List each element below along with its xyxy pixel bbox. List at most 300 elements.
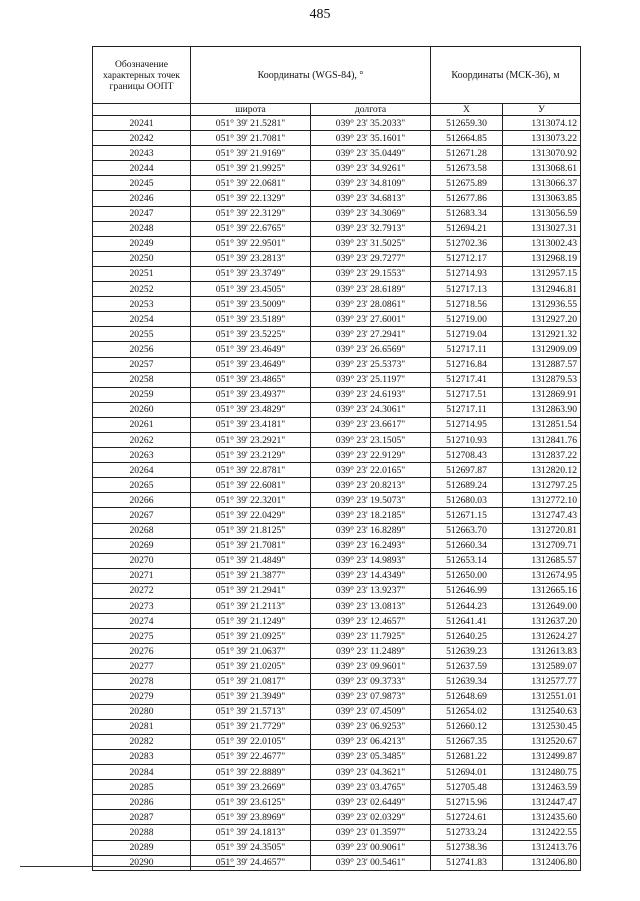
table-row bbox=[93, 689, 581, 704]
latitude-cell: 051° 39' 23.5225" bbox=[191, 327, 311, 342]
latitude-cell: 051° 39' 21.7081" bbox=[191, 131, 311, 146]
x-cell: 512717.51 bbox=[431, 387, 503, 402]
longitude-cell: 039° 23' 07.4509" bbox=[311, 704, 431, 719]
x-cell: 512671.15 bbox=[431, 508, 503, 523]
y-cell: 1312957.15 bbox=[503, 266, 581, 281]
longitude-cell: 039° 23' 01.3597" bbox=[311, 825, 431, 840]
point-id-cell: 20269 bbox=[93, 538, 191, 553]
table-row bbox=[93, 448, 581, 463]
longitude-cell: 039° 23' 28.0861" bbox=[311, 297, 431, 312]
longitude-cell: 039° 23' 06.9253" bbox=[311, 719, 431, 734]
longitude-cell: 039° 23' 34.3069" bbox=[311, 206, 431, 221]
longitude-cell: 039° 23' 13.0813" bbox=[311, 599, 431, 614]
latitude-cell: 051° 39' 21.0817" bbox=[191, 674, 311, 689]
x-cell: 512738.36 bbox=[431, 840, 503, 855]
longitude-cell: 039° 23' 34.9261" bbox=[311, 161, 431, 176]
latitude-cell: 051° 39' 23.2813" bbox=[191, 251, 311, 266]
y-cell: 1312540.63 bbox=[503, 704, 581, 719]
x-cell: 512717.11 bbox=[431, 402, 503, 417]
longitude-cell: 039° 23' 23.6617" bbox=[311, 417, 431, 432]
point-id-cell: 20270 bbox=[93, 553, 191, 568]
table-row bbox=[93, 644, 581, 659]
longitude-cell: 039° 23' 29.1553" bbox=[311, 266, 431, 281]
point-id-cell: 20267 bbox=[93, 508, 191, 523]
point-id-cell: 20241 bbox=[93, 116, 191, 131]
table-row bbox=[93, 463, 581, 478]
y-cell: 1313074.12 bbox=[503, 116, 581, 131]
x-cell: 512671.28 bbox=[431, 146, 503, 161]
latitude-cell: 051° 39' 21.9169" bbox=[191, 146, 311, 161]
table-row bbox=[93, 478, 581, 493]
table-row bbox=[93, 282, 581, 297]
x-cell: 512719.00 bbox=[431, 312, 503, 327]
latitude-cell: 051° 39' 22.3201" bbox=[191, 493, 311, 508]
table-row bbox=[93, 266, 581, 281]
y-cell: 1312589.07 bbox=[503, 659, 581, 674]
y-cell: 1312613.83 bbox=[503, 644, 581, 659]
latitude-cell: 051° 39' 23.4829" bbox=[191, 402, 311, 417]
x-cell: 512694.21 bbox=[431, 221, 503, 236]
longitude-cell: 039° 23' 05.3485" bbox=[311, 749, 431, 764]
y-cell: 1312624.27 bbox=[503, 629, 581, 644]
y-cell: 1312797.25 bbox=[503, 478, 581, 493]
latitude-cell: 051° 39' 22.0681" bbox=[191, 176, 311, 191]
point-id-cell: 20265 bbox=[93, 478, 191, 493]
table-row bbox=[93, 734, 581, 749]
point-id-cell: 20272 bbox=[93, 583, 191, 598]
point-id-cell: 20253 bbox=[93, 297, 191, 312]
x-cell: 512653.14 bbox=[431, 553, 503, 568]
longitude-cell: 039° 23' 25.5373" bbox=[311, 357, 431, 372]
latitude-cell: 051° 39' 23.2129" bbox=[191, 448, 311, 463]
longitude-cell: 039° 23' 27.2941" bbox=[311, 327, 431, 342]
x-cell: 512640.25 bbox=[431, 629, 503, 644]
latitude-cell: 051° 39' 21.5713" bbox=[191, 704, 311, 719]
x-cell: 512644.23 bbox=[431, 599, 503, 614]
y-cell: 1313066.37 bbox=[503, 176, 581, 191]
header-x: X bbox=[431, 104, 503, 116]
x-cell: 512718.56 bbox=[431, 297, 503, 312]
y-cell: 1312520.67 bbox=[503, 734, 581, 749]
y-cell: 1313073.22 bbox=[503, 131, 581, 146]
y-cell: 1312936.55 bbox=[503, 297, 581, 312]
longitude-cell: 039° 23' 27.6001" bbox=[311, 312, 431, 327]
x-cell: 512741.83 bbox=[431, 855, 503, 870]
longitude-cell: 039° 23' 02.0329" bbox=[311, 810, 431, 825]
latitude-cell: 051° 39' 21.1249" bbox=[191, 614, 311, 629]
x-cell: 512641.41 bbox=[431, 614, 503, 629]
y-cell: 1312747.43 bbox=[503, 508, 581, 523]
latitude-cell: 051° 39' 22.0429" bbox=[191, 508, 311, 523]
latitude-cell: 051° 39' 22.8781" bbox=[191, 463, 311, 478]
point-id-cell: 20271 bbox=[93, 568, 191, 583]
longitude-cell: 039° 23' 19.5073" bbox=[311, 493, 431, 508]
point-id-cell: 20244 bbox=[93, 161, 191, 176]
point-id-cell: 20249 bbox=[93, 236, 191, 251]
x-cell: 512648.69 bbox=[431, 689, 503, 704]
point-id-cell: 20288 bbox=[93, 825, 191, 840]
x-cell: 512717.11 bbox=[431, 342, 503, 357]
table-row bbox=[93, 402, 581, 417]
table-row bbox=[93, 523, 581, 538]
longitude-cell: 039° 23' 35.0449" bbox=[311, 146, 431, 161]
point-id-cell: 20243 bbox=[93, 146, 191, 161]
x-cell: 512716.84 bbox=[431, 357, 503, 372]
latitude-cell: 051° 39' 23.4649" bbox=[191, 342, 311, 357]
y-cell: 1312649.00 bbox=[503, 599, 581, 614]
latitude-cell: 051° 39' 21.0205" bbox=[191, 659, 311, 674]
longitude-cell: 039° 23' 14.9893" bbox=[311, 553, 431, 568]
y-cell: 1312447.47 bbox=[503, 795, 581, 810]
latitude-cell: 051° 39' 22.0105" bbox=[191, 734, 311, 749]
x-cell: 512697.87 bbox=[431, 463, 503, 478]
x-cell: 512683.34 bbox=[431, 206, 503, 221]
table-row bbox=[93, 161, 581, 176]
latitude-cell: 051° 39' 22.4677" bbox=[191, 749, 311, 764]
point-id-cell: 20287 bbox=[93, 810, 191, 825]
longitude-cell: 039° 23' 20.8213" bbox=[311, 478, 431, 493]
latitude-cell: 051° 39' 24.3505" bbox=[191, 840, 311, 855]
latitude-cell: 051° 39' 21.3877" bbox=[191, 568, 311, 583]
longitude-cell: 039° 23' 03.4765" bbox=[311, 780, 431, 795]
point-id-cell: 20248 bbox=[93, 221, 191, 236]
x-cell: 512705.48 bbox=[431, 780, 503, 795]
longitude-cell: 039° 23' 26.6569" bbox=[311, 342, 431, 357]
y-cell: 1312551.01 bbox=[503, 689, 581, 704]
latitude-cell: 051° 39' 24.1813" bbox=[191, 825, 311, 840]
table-row bbox=[93, 719, 581, 734]
table-row bbox=[93, 795, 581, 810]
y-cell: 1312946.81 bbox=[503, 282, 581, 297]
x-cell: 512650.00 bbox=[431, 568, 503, 583]
latitude-cell: 051° 39' 23.4505" bbox=[191, 282, 311, 297]
header-msk36: Координаты (МСК-36), м bbox=[431, 47, 581, 104]
longitude-cell: 039° 23' 32.7913" bbox=[311, 221, 431, 236]
header-longitude: долгота bbox=[311, 104, 431, 116]
latitude-cell: 051° 39' 22.9501" bbox=[191, 236, 311, 251]
table-row bbox=[93, 417, 581, 432]
latitude-cell: 051° 39' 21.5281" bbox=[191, 116, 311, 131]
y-cell: 1313070.92 bbox=[503, 146, 581, 161]
longitude-cell: 039° 23' 07.9873" bbox=[311, 689, 431, 704]
longitude-cell: 039° 23' 18.2185" bbox=[311, 508, 431, 523]
x-cell: 512710.93 bbox=[431, 432, 503, 447]
point-id-cell: 20284 bbox=[93, 765, 191, 780]
table-row bbox=[93, 614, 581, 629]
x-cell: 512708.43 bbox=[431, 448, 503, 463]
x-cell: 512660.12 bbox=[431, 719, 503, 734]
latitude-cell: 051° 39' 23.8969" bbox=[191, 810, 311, 825]
point-id-cell: 20261 bbox=[93, 417, 191, 432]
longitude-cell: 039° 23' 11.7925" bbox=[311, 629, 431, 644]
table-row bbox=[93, 780, 581, 795]
y-cell: 1312577.77 bbox=[503, 674, 581, 689]
latitude-cell: 051° 39' 23.5009" bbox=[191, 297, 311, 312]
table-row bbox=[93, 840, 581, 855]
latitude-cell: 051° 39' 23.5189" bbox=[191, 312, 311, 327]
latitude-cell: 051° 39' 22.8889" bbox=[191, 765, 311, 780]
y-cell: 1312435.60 bbox=[503, 810, 581, 825]
table-row bbox=[93, 146, 581, 161]
longitude-cell: 039° 23' 11.2489" bbox=[311, 644, 431, 659]
x-cell: 512724.61 bbox=[431, 810, 503, 825]
x-cell: 512639.34 bbox=[431, 674, 503, 689]
point-id-cell: 20255 bbox=[93, 327, 191, 342]
table-row bbox=[93, 508, 581, 523]
latitude-cell: 051° 39' 21.3949" bbox=[191, 689, 311, 704]
point-id-cell: 20263 bbox=[93, 448, 191, 463]
latitude-cell: 051° 39' 21.2941" bbox=[191, 583, 311, 598]
point-id-cell: 20278 bbox=[93, 674, 191, 689]
longitude-cell: 039° 23' 09.3733" bbox=[311, 674, 431, 689]
latitude-cell: 051° 39' 21.2113" bbox=[191, 599, 311, 614]
y-cell: 1312720.81 bbox=[503, 523, 581, 538]
table-row bbox=[93, 251, 581, 266]
y-cell: 1312837.22 bbox=[503, 448, 581, 463]
header-y: У bbox=[503, 104, 581, 116]
longitude-cell: 039° 23' 31.5025" bbox=[311, 236, 431, 251]
point-id-cell: 20289 bbox=[93, 840, 191, 855]
x-cell: 512667.35 bbox=[431, 734, 503, 749]
x-cell: 512663.70 bbox=[431, 523, 503, 538]
latitude-cell: 051° 39' 22.6081" bbox=[191, 478, 311, 493]
point-id-cell: 20254 bbox=[93, 312, 191, 327]
point-id-cell: 20250 bbox=[93, 251, 191, 266]
table-row bbox=[93, 236, 581, 251]
point-id-cell: 20275 bbox=[93, 629, 191, 644]
y-cell: 1312685.57 bbox=[503, 553, 581, 568]
table-row bbox=[93, 749, 581, 764]
point-id-cell: 20257 bbox=[93, 357, 191, 372]
y-cell: 1312665.16 bbox=[503, 583, 581, 598]
x-cell: 512712.17 bbox=[431, 251, 503, 266]
longitude-cell: 039° 23' 16.2493" bbox=[311, 538, 431, 553]
y-cell: 1312413.76 bbox=[503, 840, 581, 855]
y-cell: 1312909.09 bbox=[503, 342, 581, 357]
point-id-cell: 20286 bbox=[93, 795, 191, 810]
longitude-cell: 039° 23' 00.5461" bbox=[311, 855, 431, 870]
table-row bbox=[93, 568, 581, 583]
y-cell: 1312709.71 bbox=[503, 538, 581, 553]
table-row bbox=[93, 297, 581, 312]
x-cell: 512689.24 bbox=[431, 478, 503, 493]
table-row bbox=[93, 855, 581, 870]
longitude-cell: 039° 23' 02.6449" bbox=[311, 795, 431, 810]
y-cell: 1312851.54 bbox=[503, 417, 581, 432]
point-id-cell: 20247 bbox=[93, 206, 191, 221]
y-cell: 1312968.19 bbox=[503, 251, 581, 266]
table-row bbox=[93, 674, 581, 689]
x-cell: 512717.13 bbox=[431, 282, 503, 297]
x-cell: 512714.95 bbox=[431, 417, 503, 432]
y-cell: 1312530.45 bbox=[503, 719, 581, 734]
longitude-cell: 039° 23' 09.9601" bbox=[311, 659, 431, 674]
latitude-cell: 051° 39' 23.3749" bbox=[191, 266, 311, 281]
x-cell: 512677.86 bbox=[431, 191, 503, 206]
table-row bbox=[93, 493, 581, 508]
longitude-cell: 039° 23' 24.6193" bbox=[311, 387, 431, 402]
longitude-cell: 039° 23' 00.9061" bbox=[311, 840, 431, 855]
y-cell: 1312863.90 bbox=[503, 402, 581, 417]
longitude-cell: 039° 23' 34.6813" bbox=[311, 191, 431, 206]
x-cell: 512673.58 bbox=[431, 161, 503, 176]
table-body bbox=[93, 116, 581, 871]
point-id-cell: 20274 bbox=[93, 614, 191, 629]
table-row bbox=[93, 538, 581, 553]
point-id-cell: 20280 bbox=[93, 704, 191, 719]
table-row bbox=[93, 387, 581, 402]
latitude-cell: 051° 39' 21.7729" bbox=[191, 719, 311, 734]
y-cell: 1313027.31 bbox=[503, 221, 581, 236]
x-cell: 512714.93 bbox=[431, 266, 503, 281]
longitude-cell: 039° 23' 35.2033" bbox=[311, 116, 431, 131]
longitude-cell: 039° 23' 29.7277" bbox=[311, 251, 431, 266]
longitude-cell: 039° 23' 22.9129" bbox=[311, 448, 431, 463]
point-id-cell: 20246 bbox=[93, 191, 191, 206]
longitude-cell: 039° 23' 28.6189" bbox=[311, 282, 431, 297]
table-row bbox=[93, 659, 581, 674]
longitude-cell: 039° 23' 13.9237" bbox=[311, 583, 431, 598]
point-id-cell: 20277 bbox=[93, 659, 191, 674]
point-id-cell: 20252 bbox=[93, 282, 191, 297]
x-cell: 512646.99 bbox=[431, 583, 503, 598]
y-cell: 1312499.87 bbox=[503, 749, 581, 764]
y-cell: 1312463.59 bbox=[503, 780, 581, 795]
x-cell: 512715.96 bbox=[431, 795, 503, 810]
y-cell: 1312406.80 bbox=[503, 855, 581, 870]
longitude-cell: 039° 23' 12.4657" bbox=[311, 614, 431, 629]
table-row bbox=[93, 810, 581, 825]
x-cell: 512733.24 bbox=[431, 825, 503, 840]
x-cell: 512654.02 bbox=[431, 704, 503, 719]
point-id-cell: 20259 bbox=[93, 387, 191, 402]
point-id-cell: 20276 bbox=[93, 644, 191, 659]
table-row bbox=[93, 312, 581, 327]
footer-divider bbox=[20, 866, 235, 867]
table-row bbox=[93, 432, 581, 447]
x-cell: 512694.01 bbox=[431, 765, 503, 780]
x-cell: 512680.03 bbox=[431, 493, 503, 508]
point-id-cell: 20251 bbox=[93, 266, 191, 281]
point-id-cell: 20264 bbox=[93, 463, 191, 478]
point-id-cell: 20242 bbox=[93, 131, 191, 146]
latitude-cell: 051° 39' 21.7081" bbox=[191, 538, 311, 553]
x-cell: 512664.85 bbox=[431, 131, 503, 146]
latitude-cell: 051° 39' 21.0925" bbox=[191, 629, 311, 644]
table-row bbox=[93, 206, 581, 221]
y-cell: 1312422.55 bbox=[503, 825, 581, 840]
point-id-cell: 20266 bbox=[93, 493, 191, 508]
table-row bbox=[93, 704, 581, 719]
point-id-cell: 20258 bbox=[93, 372, 191, 387]
table-row bbox=[93, 765, 581, 780]
latitude-cell: 051° 39' 23.2921" bbox=[191, 432, 311, 447]
table-row bbox=[93, 191, 581, 206]
table-row bbox=[93, 629, 581, 644]
y-cell: 1313068.61 bbox=[503, 161, 581, 176]
y-cell: 1312772.10 bbox=[503, 493, 581, 508]
longitude-cell: 039° 23' 24.3061" bbox=[311, 402, 431, 417]
latitude-cell: 051° 39' 23.4937" bbox=[191, 387, 311, 402]
longitude-cell: 039° 23' 14.4349" bbox=[311, 568, 431, 583]
coordinates-table bbox=[92, 46, 581, 871]
table-row bbox=[93, 131, 581, 146]
table-row bbox=[93, 357, 581, 372]
table-row bbox=[93, 825, 581, 840]
point-id-cell: 20245 bbox=[93, 176, 191, 191]
x-cell: 512659.30 bbox=[431, 116, 503, 131]
x-cell: 512637.59 bbox=[431, 659, 503, 674]
y-cell: 1313002.43 bbox=[503, 236, 581, 251]
longitude-cell: 039° 23' 34.8109" bbox=[311, 176, 431, 191]
table-row bbox=[93, 599, 581, 614]
header-designation: Обозначение характерных точек границы ООПТ bbox=[93, 47, 191, 104]
y-cell: 1312637.20 bbox=[503, 614, 581, 629]
latitude-cell: 051° 39' 23.4649" bbox=[191, 357, 311, 372]
point-id-cell: 20285 bbox=[93, 780, 191, 795]
x-cell: 512660.34 bbox=[431, 538, 503, 553]
table-row bbox=[93, 116, 581, 131]
point-id-cell: 20279 bbox=[93, 689, 191, 704]
latitude-cell: 051° 39' 21.4849" bbox=[191, 553, 311, 568]
point-id-cell: 20281 bbox=[93, 719, 191, 734]
y-cell: 1312674.95 bbox=[503, 568, 581, 583]
table-row bbox=[93, 553, 581, 568]
y-cell: 1312480.75 bbox=[503, 765, 581, 780]
point-id-cell: 20283 bbox=[93, 749, 191, 764]
table-row bbox=[93, 221, 581, 236]
y-cell: 1312869.91 bbox=[503, 387, 581, 402]
latitude-cell: 051° 39' 22.1329" bbox=[191, 191, 311, 206]
longitude-cell: 039° 23' 04.3621" bbox=[311, 765, 431, 780]
latitude-cell: 051° 39' 23.6125" bbox=[191, 795, 311, 810]
x-cell: 512702.36 bbox=[431, 236, 503, 251]
latitude-cell: 051° 39' 21.0637" bbox=[191, 644, 311, 659]
y-cell: 1312927.20 bbox=[503, 312, 581, 327]
longitude-cell: 039° 23' 16.8289" bbox=[311, 523, 431, 538]
x-cell: 512639.23 bbox=[431, 644, 503, 659]
table-row bbox=[93, 342, 581, 357]
longitude-cell: 039° 23' 22.0165" bbox=[311, 463, 431, 478]
latitude-cell: 051° 39' 24.4657" bbox=[191, 855, 311, 870]
y-cell: 1313056.59 bbox=[503, 206, 581, 221]
longitude-cell: 039° 23' 06.4213" bbox=[311, 734, 431, 749]
y-cell: 1312887.57 bbox=[503, 357, 581, 372]
header-wgs84: Координаты (WGS-84), ° bbox=[191, 47, 431, 104]
latitude-cell: 051° 39' 22.3129" bbox=[191, 206, 311, 221]
x-cell: 512681.22 bbox=[431, 749, 503, 764]
x-cell: 512719.04 bbox=[431, 327, 503, 342]
table-row bbox=[93, 372, 581, 387]
header-latitude: широта bbox=[191, 104, 311, 116]
point-id-cell: 20256 bbox=[93, 342, 191, 357]
latitude-cell: 051° 39' 23.4865" bbox=[191, 372, 311, 387]
latitude-cell: 051° 39' 23.2669" bbox=[191, 780, 311, 795]
point-id-cell: 20268 bbox=[93, 523, 191, 538]
point-id-cell: 20282 bbox=[93, 734, 191, 749]
y-cell: 1312921.32 bbox=[503, 327, 581, 342]
point-id-cell: 20273 bbox=[93, 599, 191, 614]
y-cell: 1313063.85 bbox=[503, 191, 581, 206]
longitude-cell: 039° 23' 35.1601" bbox=[311, 131, 431, 146]
table-row bbox=[93, 583, 581, 598]
latitude-cell: 051° 39' 21.8125" bbox=[191, 523, 311, 538]
y-cell: 1312841.76 bbox=[503, 432, 581, 447]
table-row bbox=[93, 176, 581, 191]
y-cell: 1312820.12 bbox=[503, 463, 581, 478]
point-id-cell: 20260 bbox=[93, 402, 191, 417]
point-id-cell: 20262 bbox=[93, 432, 191, 447]
